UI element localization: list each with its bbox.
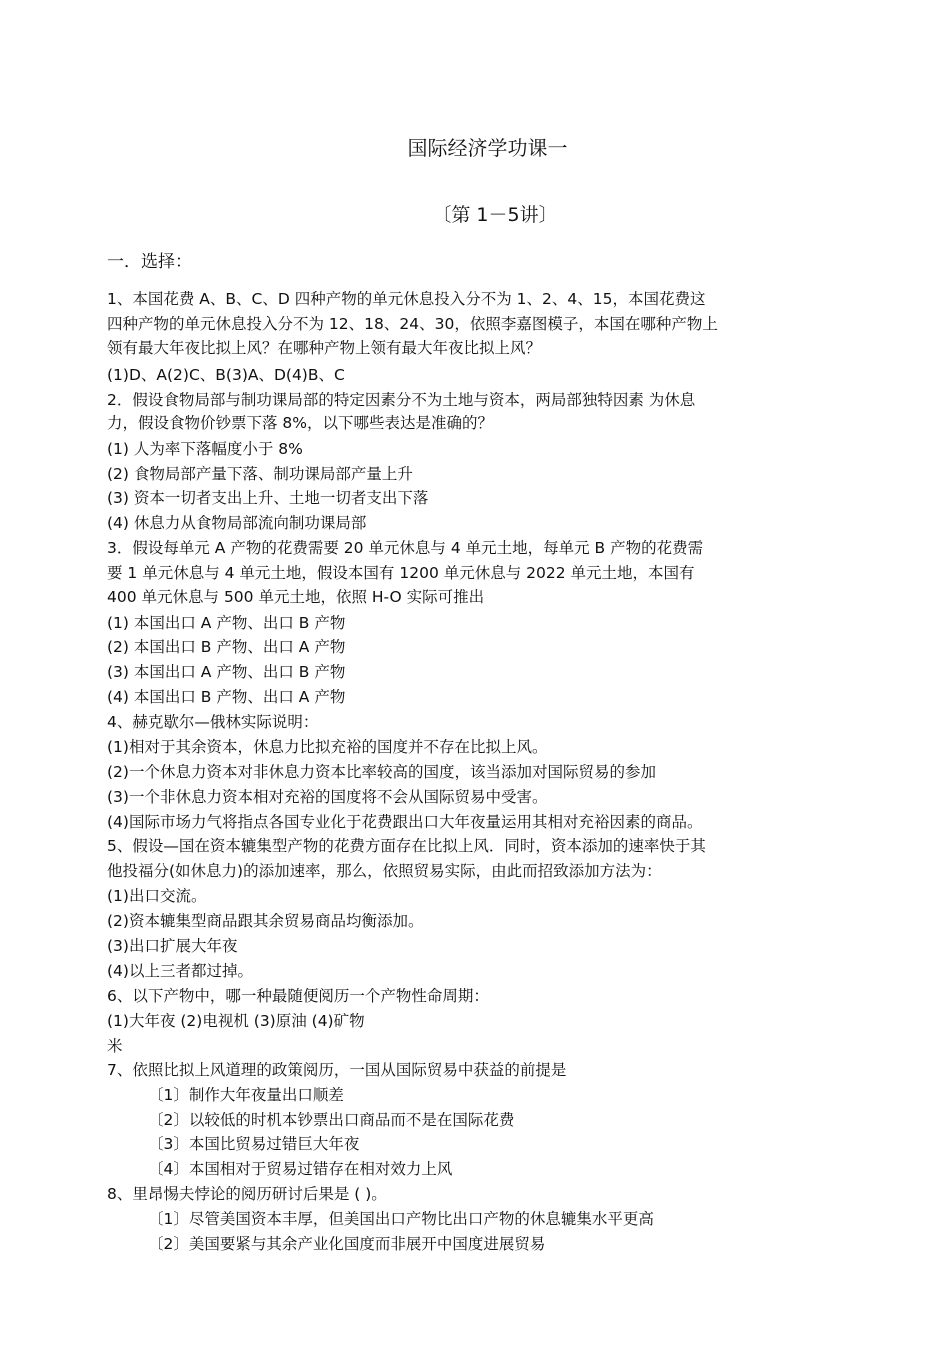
text-line: 1、本国花费 A、B、C、D 四种产物的单元休息投入分不为 1、2、4、15，本国花费这 [107, 290, 706, 308]
text-line: (3) 本国出口 A 产物、出口 B 产物 [107, 663, 346, 681]
text-line: 5、假设—国在资本辘集型产物的花费方面存在比拟上风．同时，资本添加的速率快于其 [107, 837, 706, 855]
text-line: 〔1〕尽管美国资本丰厚，但美国出口产物比出口产物的休息辘集水平更高 [148, 1210, 654, 1228]
text-line: (2) 食物局部产量下落、制功课局部产量上升 [107, 465, 413, 483]
text-line: 〔1〕制作大年夜量出口顺差 [148, 1086, 344, 1104]
page-subtitle: 〔第 1－5讲〕 [432, 204, 558, 226]
text-line: 3．假设每单元 A 产物的花费需要 20 单元休息与 4 单元土地，每单元 B 产物的花费需 [107, 539, 704, 557]
text-line: (3)一个非休息力资本相对充裕的国度将不会从国际贸易中受害。 [107, 788, 548, 806]
text-line: (3) 资本一切者支出上升、土地一切者支出下落 [107, 489, 429, 507]
text-line: (2) 本国出口 B 产物、出口 A 产物 [107, 638, 346, 656]
section-heading: 一．选择： [107, 252, 192, 272]
text-line: 2．假设食物局部与制功课局部的特定因素分不为土地与资本，两局部独特因素 为休息 [107, 391, 696, 409]
page-title: 国际经济学功课一 [407, 136, 568, 160]
text-line: (4) 休息力从食物局部流向制功课局部 [107, 514, 367, 532]
text-line: (1) 人为率下落幅度小于 8% [107, 440, 303, 458]
text-line: 6、以下产物中，哪一种最随便阅历一个产物性命周期： [107, 987, 489, 1005]
text-line: (2)一个休息力资本对非休息力资本比率较高的国度，该当添加对国际贸易的参加 [107, 763, 656, 781]
text-line: 〔2〕以较低的时机本钞票出口商品而不是在国际花费 [148, 1111, 515, 1129]
text-line: 米 [107, 1037, 123, 1055]
text-line: (1)出口交流。 [107, 887, 207, 905]
text-line: (2)资本辘集型商品跟其余贸易商品均衡添加。 [107, 912, 424, 930]
text-line: 〔4〕本国相对于贸易过错存在相对效力上风 [148, 1160, 453, 1178]
text-line: 领有最大年夜比拟上风？在哪种产物上领有最大年夜比拟上风？ [107, 339, 542, 357]
text-line: 他投福分(如休息力)的添加速率，那么，依照贸易实际，由此而招致添加方法为： [107, 862, 662, 880]
text-line: 〔2〕美国要紧与其余产业化国度而非展开中国度进展贸易 [148, 1235, 546, 1253]
text-line: 要 1 单元休息与 4 单元土地，假设本国有 1200 单元休息与 2022 单元土地，本国有 [107, 564, 695, 582]
text-line: 〔3〕本国比贸易过错巨大年夜 [148, 1135, 360, 1153]
text-line: 四种产物的单元休息投入分不为 12、18、24、30，依照李嘉图模子，本国在哪种产物上 [107, 315, 718, 333]
text-line: (1)相对于其余资本，休息力比拟充裕的国度并不存在比拟上风。 [107, 738, 548, 756]
text-line: (1)D、A(2)C、B(3)A、D(4)B、C [107, 366, 345, 384]
text-line: (3)出口扩展大年夜 [107, 937, 238, 955]
text-line: 4、赫克歇尔—俄林实际说明： [107, 713, 319, 731]
text-line: (1)大年夜 (2)电视机 (3)原油 (4)矿物 [107, 1012, 365, 1030]
text-line: (4)以上三者都过掉。 [107, 962, 253, 980]
text-line: 400 单元休息与 500 单元土地，依照 H-O 实际可推出 [107, 588, 485, 606]
text-line: 7、依照比拟上风道理的政策阅历，一国从国际贸易中获益的前提是 [107, 1061, 567, 1079]
text-line: (4)国际市场力气将指点各国专业化于花费跟出口大年夜量运用其相对充裕因素的商品。 [107, 813, 703, 831]
text-line: 力，假设食物价钞票下落 8%，以下哪些表达是准确的？ [107, 414, 494, 432]
text-line: (1) 本国出口 A 产物、出口 B 产物 [107, 614, 346, 632]
text-line: 8、里昂惕夫悖论的阅历研讨后果是 ( )。 [107, 1185, 387, 1203]
text-line: (4) 本国出口 B 产物、出口 A 产物 [107, 688, 346, 706]
